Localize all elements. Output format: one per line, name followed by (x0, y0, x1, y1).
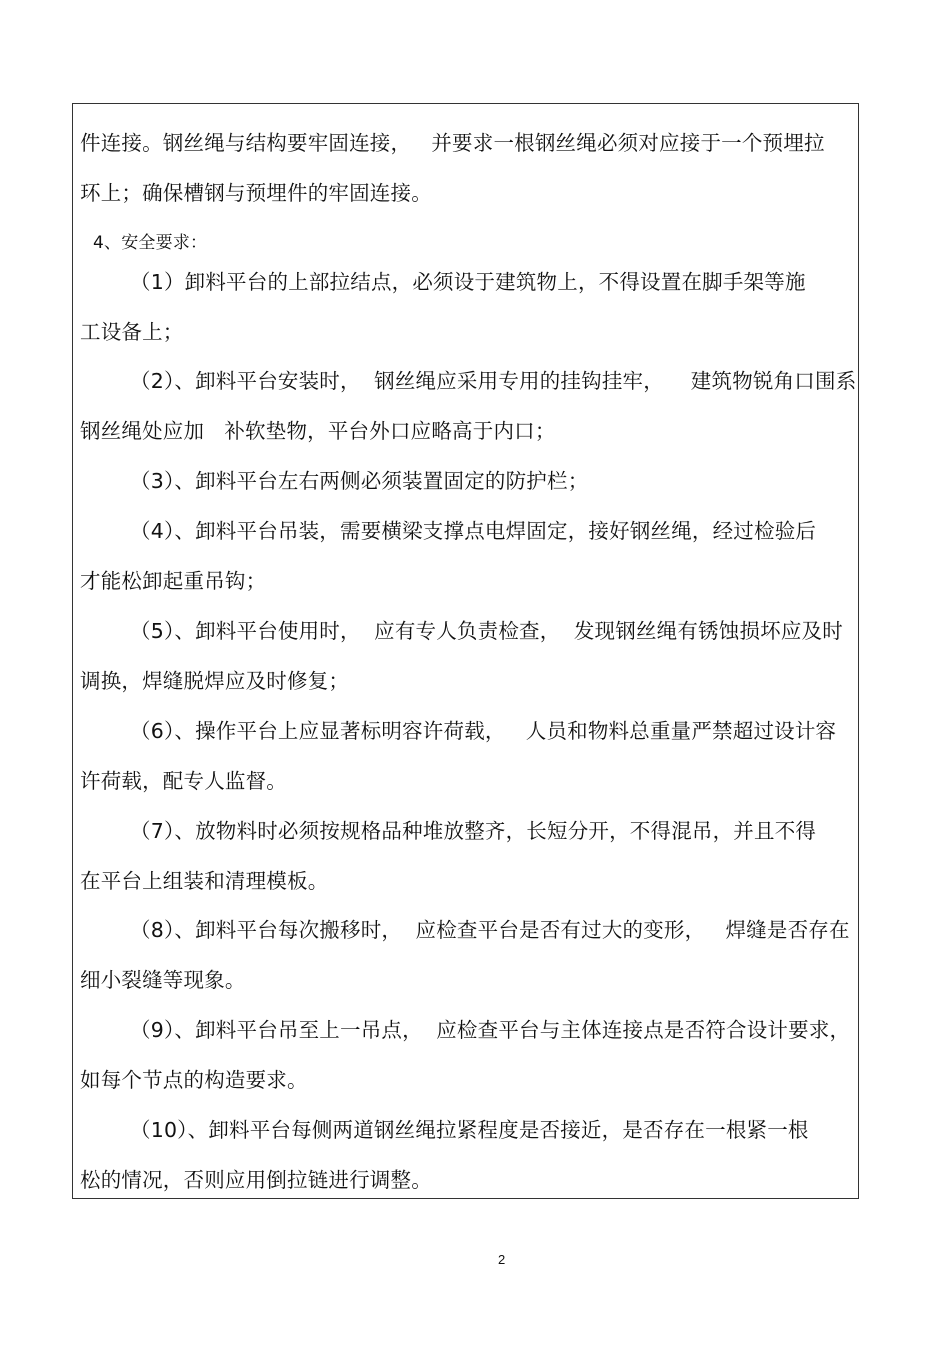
section-heading: 4、安全要求： (93, 233, 208, 253)
page-number: 2 (498, 1252, 506, 1267)
paragraph-line: 调换，焊缝脱焊应及时修复； (80, 669, 350, 693)
paragraph-line: （4）、卸料平台吊装，需要横梁支撑点电焊固定，接好钢丝绳，经过检验后 (130, 519, 817, 543)
paragraph-line: （3）、卸料平台左右两侧必须装置固定的防护栏； (130, 469, 589, 493)
paragraph-line: （6）、操作平台上应显著标明容许荷载， 人员和物料总重量严禁超过设计容 (130, 719, 837, 743)
paragraph-line: 环上；确保槽钢与预埋件的牢固连接。 (80, 181, 432, 205)
paragraph-line: （8）、卸料平台每次搬移时， 应检查平台是否有过大的变形， 焊缝是否存在 (130, 918, 850, 942)
paragraph-line: 工设备上； (80, 320, 184, 344)
paragraph-line: 如每个节点的构造要求。 (80, 1068, 308, 1092)
paragraph-line: 在平台上组装和清理模板。 (80, 869, 329, 893)
paragraph-line: 才能松卸起重吊钩； (80, 569, 267, 593)
paragraph-line: （10）、卸料平台每侧两道钢丝绳拉紧程度是否接近，是否存在一根紧一根 (130, 1118, 809, 1142)
paragraph-line: （5）、卸料平台使用时， 应有专人负责检查， 发现钢丝绳有锈蚀损坏应及时 (130, 619, 843, 643)
paragraph-line: 许荷载，配专人监督。 (80, 769, 287, 793)
paragraph-line: 件连接。钢丝绳与结构要牢固连接， 并要求一根钢丝绳必须对应接于一个预埋拉 (80, 131, 825, 155)
paragraph-line: （1）卸料平台的上部拉结点，必须设于建筑物上，不得设置在脚手架等施 (130, 270, 806, 294)
paragraph-line: （2）、卸料平台安装时， 钢丝绳应采用专用的挂钩挂牢， 建筑物锐角口围系 (130, 369, 857, 393)
paragraph-line: 钢丝绳处应加 补软垫物，平台外口应略高于内口； (80, 419, 556, 443)
paragraph-line: （9）、卸料平台吊至上一吊点， 应检查平台与主体连接点是否符合设计要求， (130, 1018, 851, 1042)
paragraph-line: 松的情况，否则应用倒拉链进行调整。 (80, 1168, 432, 1192)
paragraph-line: 细小裂缝等现象。 (80, 968, 246, 992)
paragraph-line: （7）、放物料时必须按规格品种堆放整齐，长短分开，不得混吊，并且不得 (130, 819, 817, 843)
